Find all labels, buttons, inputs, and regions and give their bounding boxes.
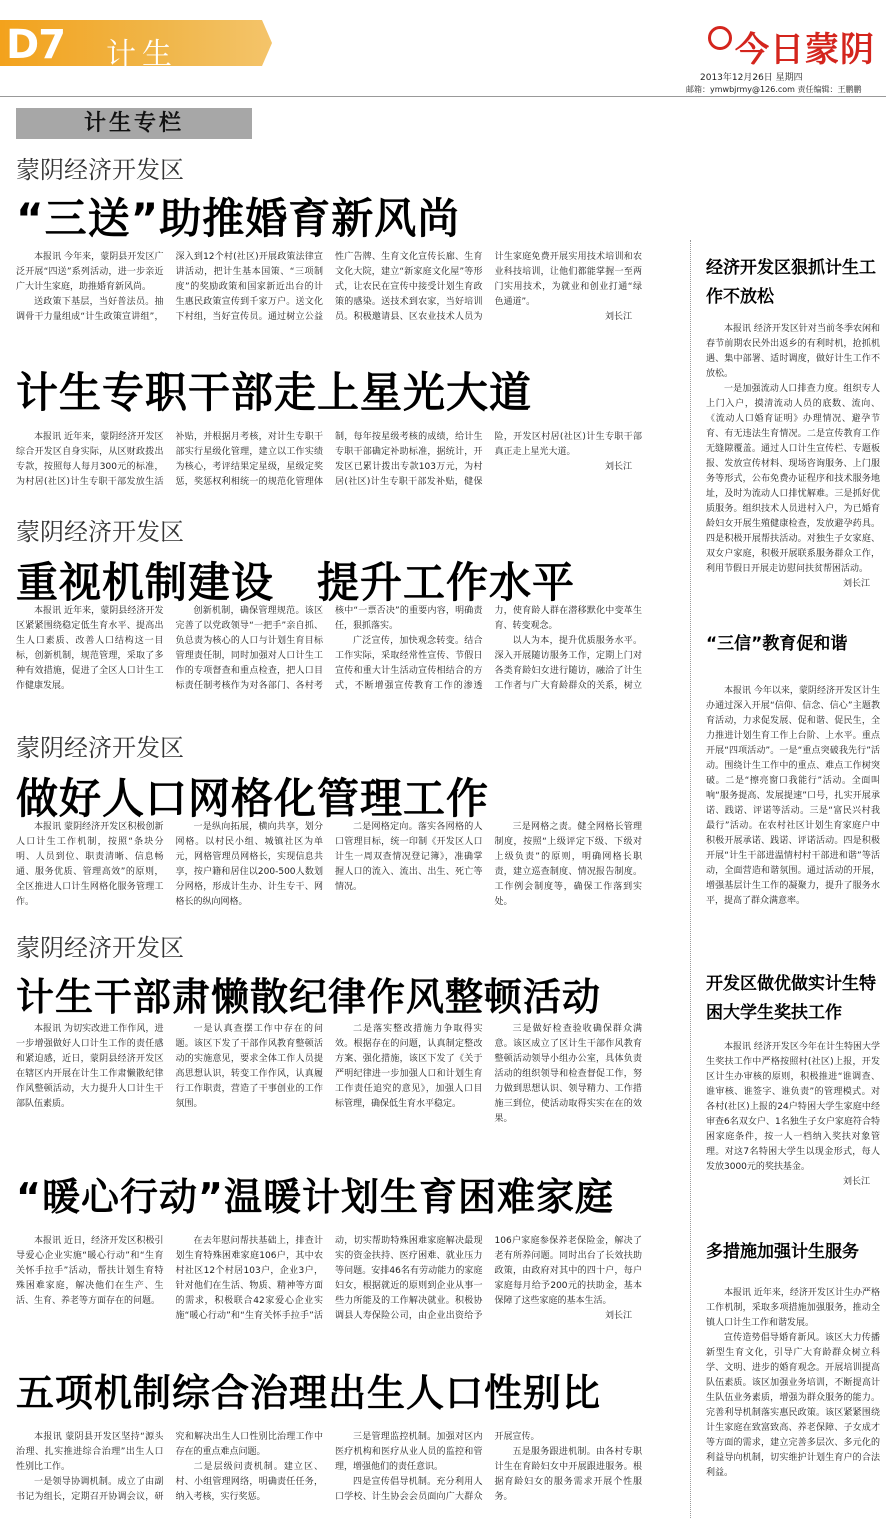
paragraph: 本报讯 近日，经济开发区积极引导爱心企业实施“暖心行动”和“生育关怀手拉手”活动，帮扶计划生育特殊困难家庭，解决他们在生产、生活、生育、养老等方面存在的问题。 (16, 1236, 164, 1306)
column-tag: 计生专栏 (16, 108, 252, 139)
sidebar-body (706, 1040, 880, 1202)
section-name: 计生 (106, 37, 178, 72)
article-headline: 重视机制建设 提升工作水平 (16, 558, 576, 607)
sidebar-body (706, 322, 880, 588)
sidebar-headline: 多措施加强计生服务 (706, 1242, 859, 1262)
paragraph: 以人为本，提升优质服务水平。深入开展随访服务工作，定期上门对各类育龄妇女进行随访，融洽了计生工作者与广大育龄群众的关系，树立 (494, 636, 642, 691)
paragraph: 本报讯 经济开发区针对当前冬季农闲和春节前期农民外出返乡的有利时机，抢抓机遇、集中部署、适时调度，做好计生工作不放松。 (706, 324, 880, 379)
article-kicker: 蒙阴经济开发区 (16, 934, 184, 962)
paragraph: 一是认真查摆工作中存在的问题。该区下发了干部作风教育整顿活动的实施意见，要求全体工作人员提高思想认识，转变工作作风，认真履行工作职责，营造了干事创业的工作氛围。 (175, 1024, 323, 1109)
issue-date: 2013年12月26日 星期四 (700, 73, 803, 83)
paragraph: 本报讯 蒙阴经济开发区积极创新人口计生工作机制，按照“条块分明、人员到位、职责清晰、信息畅通、服务优质、管理高效”的原则，全区推进人口计生网格化服务管理工作。 (16, 822, 164, 907)
byline: 刘长江 (842, 579, 870, 588)
brand-seal-icon (708, 26, 732, 50)
byline: 刘长江 (604, 1311, 632, 1321)
sidebar-headline: 经济开发区狠抓计生工作不放松 (706, 258, 876, 307)
paragraph: 宣传造势倡导婚育新风。该区大力传播新型生育文化，引导广大育龄群众树立科学、文明、进步的婚育观念。开展培训提高队伍素质。该区加强业务培训，不断提高计生队伍业务素质，增强为群众服务的能力。完善利导机制落实惠民政策。该区紧紧围绕计生家庭在致富致高、养老保障、子女成才等方面的需求，建立完善多层次、多元化的利益导向机制，切实维护计划生育户的合法利益。 (706, 1333, 880, 1478)
article-headline: 计生专职干部走上星光大道 (16, 368, 533, 417)
paragraph: 一是领导协调机制。成立了由副书记为组长，定期召开协调会议，研究和解决出生人口性别比治理工作中存在的重点难点问题。 (16, 1432, 323, 1502)
byline: 刘长江 (604, 312, 632, 322)
paragraph: 本报讯 为切实改进工作作风，进一步增强做好人口计生工作的责任感和紧迫感，近日，蒙阴县经济开发区在辖区内开展在计生工作肃懒散纪律作风整顿活动，大力提升人口计生干部队伍素质。 (16, 1024, 164, 1109)
article-body (16, 604, 642, 712)
article-body (16, 1234, 642, 1344)
paragraph: 本报讯 今年来，蒙阴县开发区广泛开展“四送”系列活动，进一步亲近广大计生家庭，助推婚育新风尚。 (16, 252, 164, 292)
paragraph: 五是服务跟进机制。由各村专职计生在育龄妇女中开展跟进服务。根据育龄妇女的服务需求开展个性服务。 (494, 1447, 642, 1502)
paragraph: 本报讯 蒙阴县开发区坚持“源头治理、扎实推进综合治理”出生人口性别比工作。 (16, 1432, 164, 1472)
sidebar-headline: 开发区做优做实计生特困大学生奖扶工作 (706, 974, 876, 1023)
paragraph: 一是加强流动人口排查力度。组织专人上门入户，摸清流动人员的底数、流向、《流动人口婚育证明》办理情况、避孕节育、有无违法生育情况。二是宣传教育工作无缝隙覆盖。通过人口计生宣传栏、专题板报、发放宣传材料、现场咨询服务、上门服务等形式，公布免费办证程序和技术服务地址，及时为流动人口排忧解难。三是抓好优质服务。组织技术人员进村入户，为已婚育龄妇女开展生殖健康检查，发放避孕药具。四是积极开展帮扶活动。对独生子女家庭、双女户家庭，积极开展联系服务群众工作，利用节假日开展走访慰问扶贫帮困活动。 (706, 384, 880, 574)
article-kicker: 蒙阴经济开发区 (16, 518, 184, 546)
column-divider (690, 240, 691, 1519)
article-body (16, 1022, 642, 1136)
paragraph: 创新机制，确保管理规范。该区完善了以党政领导“一把手”亲自抓、负总责为核心的人口与计划生育目标管理责任制，同时加强对人口计生工作的专项督查和重点检查，把人口目标责任制考核作为对各部门、各村考核中“一票否决”的重要内容，明确责任，狠抓落实。 (175, 606, 483, 691)
paragraph: 二是网格定向。落实各网格的人口管理目标，统一印制《开发区人口计生一周双查情况登记簿》，准确掌握人口的流入、流出、出生、死亡等情况。 (335, 822, 483, 892)
article-headline: “暖心行动”温暖计划生育困难家庭 (16, 1175, 614, 1219)
paragraph: 二是层级问责机制。建立区、村、小组管理网络，明确责任任务，纳入考核，实行奖惩。 (175, 1462, 323, 1502)
article-body (16, 430, 642, 506)
paragraph: 本报讯 今年以来，蒙阴经济开发区计生办通过深入开展“信仰、信念、信心”主题教育活动，力求促发展、促和谐、促民生，全力推进计划生育工作上台阶、上水平。重点开展“四项活动”。一是“重点突破我先行”活动。围绕计生工作中的重点、难点工作树突破。二是“擦亮窗口我能行”活动。全面叫响“服务提高、发展提速”口号，扎实开展承诺、践诺、评诺等活动。三是“富民兴村我最行”活动。在农村社区计划生育家庭户中积极开展承诺、践诺、评诺活动。四是积极开展“计生干部进温情村村干部进和谐”等活动，全面营造和谐氛围。通过活动的开展，增强基层计生工作的凝聚力，提升了服务水平，提高了群众满意率。 (706, 686, 880, 906)
header-divider (0, 96, 886, 97)
paragraph: 送政策下基层，当好普法员。抽调骨干力量组成“计生政策宣讲组”，深入到12个村(社区)开展政策法律宣讲活动，把计生基本国策、“三项制度”的奖励政策和国家新近出台的计生惠民政策宣传到千家万户。送文化下村组，当好宣传员。通过树立公益性广告牌、生育文化宣传长廊、生育文化大院，建立“新家庭文化屋”等形式，让农民在宣传中接受计划生育政策的感染。送技术到农家，当好培训员。积极邀请县、区农业技术人员为计生家庭免费开展实用技术培训和农业科技培训，让他们都能掌握一至两门实用技术，为就业和创业打通“绿色通道”。 (16, 252, 642, 322)
byline: 刘长江 (842, 1177, 870, 1187)
editor-line: 邮箱：ymwbjrmy@126.com 责任编辑：王鹏鹏 (686, 85, 862, 94)
article-headline: “三送”助推婚育新风尚 (16, 194, 461, 243)
paragraph: 一是纵向拓展，横向共享，划分网格。以村民小组、城镇社区为单元，网格管理员网格长，实现信息共享，按户籍和居住以200-500人数划分网格，形成计生办、计生专干、网格长的纵向网格。 (175, 822, 323, 907)
sidebar-body (706, 1286, 880, 1512)
article-kicker: 蒙阴经济开发区 (16, 734, 184, 762)
paragraph: 广泛宣传，加快观念转变。结合工作实际，采取经常性宣传、节假日宣传和重大计生活动宣传相结合的方式，不断增强宣传教育工作的渗透力，使育龄人群在潜移默化中变革生育、转变观念。 (335, 606, 642, 691)
paragraph: 本报讯 近年来，蒙阴经济开发区综合开发区自身实际，从区财政拨出专款，按照每人每月300元的标准，为村居(社区)计生专职干部发放生活补贴，并根据月考核，对计生专职干部实行星级化管理，建立以工作实绩为核心，考评结果定星级，星级定奖惩，奖惩权利相统一的规范化管理体制，每年按星级考核的成绩，给计生专职干部确定补助标准，据统计，开发区已累计拨出专款103万元，为村居(社区)计生专职干部发补贴，健保险，开发区村居(社区)计生专职干部真正走上星光大道。 (16, 432, 642, 487)
article-body (16, 250, 642, 336)
article-body (16, 820, 642, 916)
paragraph: 本报讯 近年来，经济开发区计生办严格工作机制，采取多项措施加强服务，推动全镇人口计生工作和谐发展。 (706, 1288, 880, 1328)
page-number: D7 (6, 22, 66, 68)
paragraph: 二是落实整改措施力争取得实效。根据存在的问题，认真制定整改方案、强化措施，该区下发了《关于严明纪律进一步加强人口和计划生育工作责任追究的意见》，加强人口目标管理，确保低生育水平稳定。 (335, 1024, 483, 1109)
article-headline: 五项机制综合治理出生人口性别比 (16, 1371, 602, 1415)
paragraph: 三是管理监控机制。加强对区内医疗机构和医疗从业人员的监控和管理，增强他们的责任意识。 (335, 1432, 483, 1472)
article-headline: 计生干部肃懒散纪律作风整顿活动 (16, 975, 602, 1019)
newspaper-brand: 今日蒙阴 (735, 30, 875, 70)
paragraph: 本报讯 近年来，蒙阴县经济开发区紧紧围绕稳定低生育水平、提高出生人口素质、改善人口结构这一目标，创新机制，规范管理，采取了多种有效措施，促进了全区人口计生工作健康发展。 (16, 606, 164, 691)
sidebar-body (706, 684, 880, 936)
article-kicker: 蒙阴经济开发区 (16, 156, 184, 184)
paragraph: 三是做好检查验收确保群众满意。该区成立了区计生干部作风教育整顿活动领导小组办公室，具体负责活动的组织领导和检查督促工作，努力做到思想认识、领导精力、工作措施三到位，使活动取得实实在在的效果。 (494, 1024, 642, 1124)
sidebar-headline: “三信”教育促和谐 (706, 634, 848, 654)
article-headline: 做好人口网格化管理工作 (16, 774, 490, 823)
paragraph: 三是网格之责。健全网格长管理制度，按照“上级评定下级、下级对上级负责”的原则，明确网格长职责，建立巡查制度、情况报告制度。工作例会制度等，确保工作落到实处。 (494, 822, 642, 907)
article-body (16, 1430, 642, 1516)
byline: 刘长江 (604, 462, 632, 472)
paragraph: 在去年慰问帮扶基础上，排查计划生育特殊困难家庭106户，其中农村社区12个村居103户，企业3户，针对他们在生活、物质、精神等方面的需求，积极联合42家爱心企业实施“暖心行动”和“生育关怀手拉手”活动，切实帮助特殊困难家庭解决最现实的资金扶持、医疗困难、就业压力等问题。安排46名有劳动能力的家庭妇女，根据就近的原则到企业从事一些力所能及的工作解决就业。积极协调县人寿保险公司，由企业出资给予106户家庭参保养老保险金，解决了老有所养问题。同时出台了长效扶助政策，由政府对其中的四十户，每户家庭每月给予200元的扶助金，基本保障了这些家庭的基本生活。 (175, 1236, 642, 1321)
paragraph: 四是宣传倡导机制。充分利用人口学校、计生协会会员面向广大群众开展宣传。 (335, 1432, 540, 1502)
paragraph: 本报讯 经济开发区今年在计生特困大学生奖扶工作中严格按照村(社区)上报，开发区计生办审核的原则，积极推进“谁调查、谁审核、谁签字、谁负责”的管理模式。对各村(社区)上报的24户特困大学生家庭中经审查6名双女户、1名独生子女户家庭符合特困家庭条件，按一人一档纳入奖扶对象管理。对这7名特困大学生以现金形式，每人发放3000元的奖扶基金。 (706, 1042, 880, 1172)
